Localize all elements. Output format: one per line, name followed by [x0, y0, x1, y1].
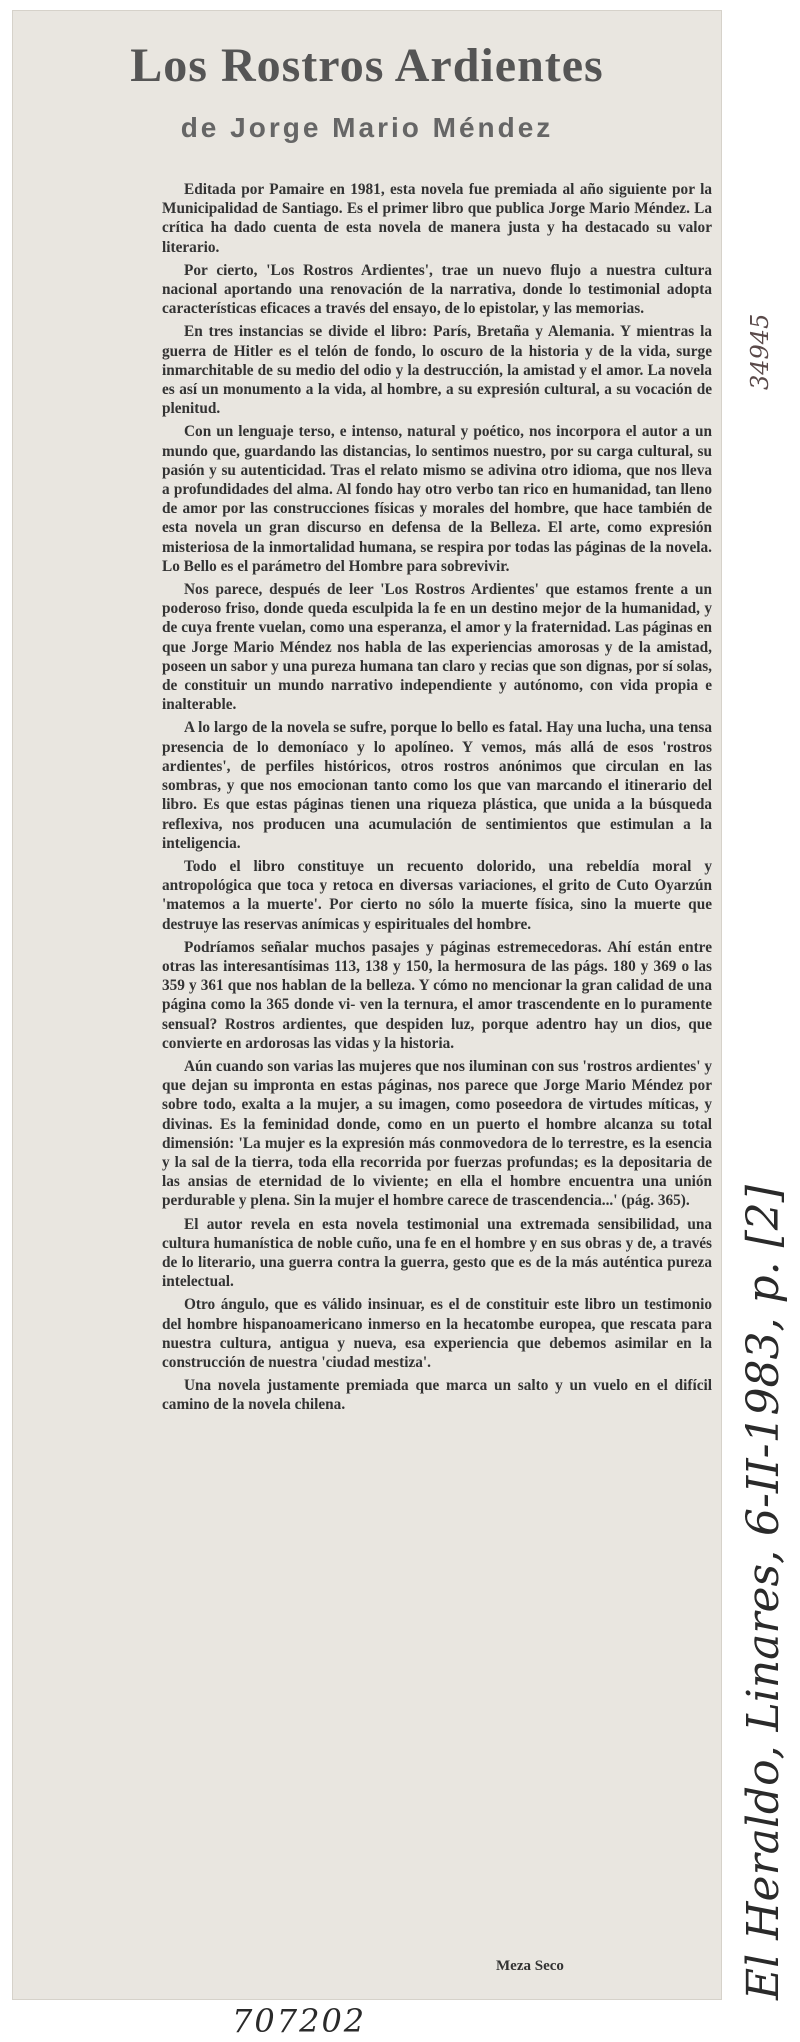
paragraph: A lo largo de la novela se sufre, porque lo bello es fatal. Hay una lucha, una tensa presencia de lo demoníaco y lo apolíneo. Y vemos, más allá de esos 'rostros ardientes', de perfiles históricos, otros rostros anónimos que circulan en las sombras, y que nos emocionan tanto como los que van marcando el itinerario del libro. Es que estas páginas tienen una riqueza plástica, que unida a la búsqueda reflexiva, nos producen una acumulación de sentimientos que estimulan a la inteligencia.: [162, 719, 712, 852]
paragraph: Nos parece, después de leer 'Los Rostros Ardientes' que estamos frente a un poderoso friso, donde queda esculpida la fe en un destino mejor de la humanidad, y de cuya frente vuelan, como una esperanza, el amor y la fraternidad. Las páginas en que Jorge Mario Méndez nos habla de las experiencias amorosas y de la amistad, poseen un sabor y una pureza humana tan claro y recias que son dignas, por sí solas, de constituir un mundo narrativo independiente y autónomo, con vida propia e inalterable.: [162, 581, 712, 714]
paragraph: Por cierto, 'Los Rostros Ardientes', trae un nuevo flujo a nuestra cultura nacional aportando una renovación de la narrativa, donde lo testimonial adopta características eficaces a través del ensayo, de lo epistolar, y las memorias.: [162, 261, 712, 318]
paragraph: Aún cuando son varias las mujeres que nos iluminan con sus 'rostros ardientes' y que dejan su impronta en estas páginas, nos parece que Jorge Mario Méndez por sobre todo, exalta a la mujer, a su imagen, como poseedora de virtudes míticas, y divinas. Es la feminidad donde, como en un puerto el hombre alcanza su total dimensión: 'La mujer es la expresión más conmovedora de lo terrestre, es la esencia y la sal de la tierra, toda ella recorrida por fuerzas profundas; es la depositaria de las ansias de eternidad de lo viviente; en ella el hombre encuentra una unión perdurable y plena. Sin la mujer el hombre carece de trascendencia...' (pág. 365).: [162, 1057, 712, 1210]
article-body: [162, 180, 712, 1419]
article-signature: Meza Seco: [496, 1958, 564, 1974]
paragraph: Editada por Pamaire en 1981, esta novela fue premiada al año siguiente por la Municipalidad de Santiago. Es el primer libro que publica Jorge Mario Méndez. La crítica ha dado cuenta de esta novela de manera justa y ha destacado su valor literario.: [162, 181, 712, 256]
clipping-content: [12, 10, 722, 2000]
newspaper-clipping: [12, 10, 722, 2000]
handwritten-source-note: El Heraldo, Linares, 6-II-1983, p. [2]: [738, 1185, 789, 2000]
article-byline: de Jorge Mario Méndez: [180, 112, 554, 143]
handwritten-catalog-number: 707202: [232, 2002, 367, 2040]
paragraph: Todo el libro constituye un recuento dolorido, una rebeldía moral y antropológica que toca y retoca en diversas variaciones, el grito de Cuto Oyarzún 'matemos a la muerte'. Por cierto no sólo la muerte física, sino la muerte que destruye las reservas anímicas y espirituales del hombre.: [162, 857, 712, 933]
handwritten-top-note: 34945: [746, 313, 774, 390]
article-title: Los Rostros Ardientes: [130, 39, 604, 92]
paragraph: El autor revela en esta novela testimonial una extremada sensibilidad, una cultura humanística de noble cuño, una fe en el hombre y en sus obras y de, a través de lo literario, una guerra contra la guerra, gesto que es de la más auténtica pureza intelectual.: [162, 1215, 712, 1291]
paragraph: En tres instancias se divide el libro: París, Bretaña y Alemania. Y mientras la guerra de Hitler es el telón de fondo, lo oscuro de la historia y de la vida, surge inmarchitable de su medio del odio y la destrucción, la amistad y el amor. La novela es así un monumento a la vida, al hombre, a su expresión cultural, a su vocación de plenitud.: [162, 323, 712, 418]
paragraph: Podríamos señalar muchos pasajes y páginas estremecedoras. Ahí están entre otras las interesantísimas 113, 138 y 150, la hermosura de las págs. 180 y 369 o las 359 y 361 que nos hablan de la belleza. Y cómo no mencionar la gran calidad de una página como la 365 donde vi- ven la ternura, el amor trascendente en lo puramente sensual? Rostros ardientes, que despiden luz, porque adentro hay un dios, que convierte en ardorosas las vidas y la historia.: [162, 938, 712, 1052]
paragraph: Otro ángulo, que es válido insinuar, es el de constituir este libro un testimonio del hombre hispanoamericano inmerso en la hecatombe europea, que rescata para nuestra cultura, antigua y nueva, esa experiencia que debemos asimilar en la construcción de nuestra 'ciudad mestiza'.: [162, 1296, 712, 1371]
paragraph: Una novela justamente premiada que marca un salto y un vuelo en el difícil camino de la novela chilena.: [162, 1377, 712, 1414]
paragraph: Con un lenguaje terso, e intenso, natural y poético, nos incorpora el autor a un mundo que, guardando las distancias, lo sentimos nuestro, por su carga cultural, su pasión y su autenticidad. Tras el relato mismo se adivina otro idioma, que nos lleva a profundidades del alma. Al fondo hay otro verbo tan rico en humanidad, tan lleno de amor por las construcciones físicas y morales del hombre, que hace también de esta novela un gran discurso en defensa de la Belleza. El arte, como expresión misteriosa de la inmortalidad humana, se respira por todas las páginas de la novela. Lo Bello es el parámetro del Hombre para sobrevivir.: [162, 423, 712, 575]
